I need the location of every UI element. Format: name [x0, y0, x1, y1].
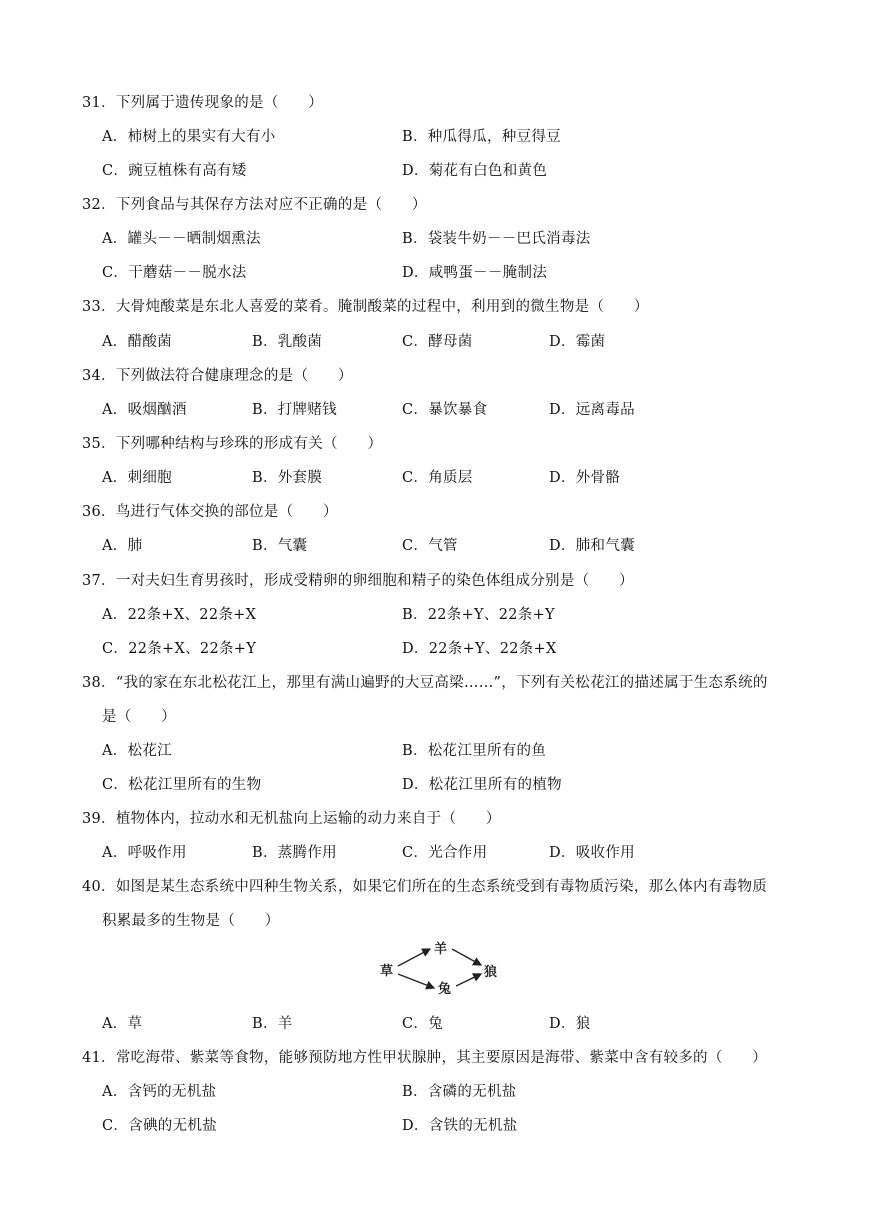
rabbit-label: 兔 — [438, 982, 452, 997]
q34-option-c: C．暴饮暴食 — [402, 402, 488, 418]
q39-option-c: C．光合作用 — [402, 845, 488, 861]
question-33-stem: 33．大骨炖酸菜是东北人喜爱的菜肴。腌制酸菜的过程中，利用到的微生物是（ ） — [82, 299, 649, 315]
q31-option-b: B．种瓜得瓜，种豆得豆 — [402, 129, 561, 145]
q38-option-b: B．松花江里所有的鱼 — [402, 743, 547, 759]
q41-option-b: B．含磷的无机盐 — [402, 1084, 517, 1100]
q35-option-a: A．刺细胞 — [102, 470, 172, 486]
arrow-grass-to-rabbit — [398, 974, 434, 988]
question-39-stem: 39．植物体内，拉动水和无机盐向上运输的动力来自于（ ） — [82, 811, 501, 827]
q41-option-d: D．含铁的无机盐 — [402, 1118, 518, 1134]
q36-option-b: B．气囊 — [252, 538, 308, 554]
q37-option-c: C．22条+X、22条+Y — [102, 641, 257, 657]
q32-option-a: A．罐头－－晒制烟熏法 — [102, 231, 261, 247]
grass-label: 草 — [380, 964, 394, 979]
q40-option-a: A．草 — [102, 1016, 143, 1032]
q40-option-b: B．羊 — [252, 1016, 293, 1032]
q39-option-d: D．吸收作用 — [549, 845, 635, 861]
q34-option-a: A．吸烟酗酒 — [102, 402, 187, 418]
q36-option-c: C．气管 — [402, 538, 458, 554]
q33-option-d: D．霉菌 — [549, 334, 606, 350]
q40-option-d: D．狼 — [549, 1016, 591, 1032]
q31-option-c: C．豌豆植株有高有矮 — [102, 163, 247, 179]
q35-option-b: B．外套膜 — [252, 470, 323, 486]
q38-option-c: C．松花江里所有的生物 — [102, 777, 262, 793]
question-32-stem: 32．下列食品与其保存方法对应不正确的是（ ） — [82, 197, 427, 213]
q33-option-a: A．醋酸菌 — [102, 334, 172, 350]
q34-option-b: B．打牌赌钱 — [252, 402, 337, 418]
sheep-label: 羊 — [434, 942, 448, 957]
q41-option-a: A．含钙的无机盐 — [102, 1084, 217, 1100]
arrow-grass-to-sheep — [398, 949, 430, 966]
q31-option-d: D．菊花有白色和黄色 — [402, 163, 548, 179]
q40-option-c: C．兔 — [402, 1016, 443, 1032]
q34-option-d: D．远离毒品 — [549, 402, 635, 418]
q33-option-c: C．酵母菌 — [402, 334, 473, 350]
q35-option-c: C．角质层 — [402, 470, 473, 486]
arrow-sheep-to-wolf — [452, 949, 481, 965]
q36-option-d: D．肺和气囊 — [549, 538, 635, 554]
food-web-diagram — [378, 936, 508, 998]
q32-option-b: B．袋装牛奶－－巴氏消毒法 — [402, 231, 591, 247]
question-41-stem: 41．常吃海带、紫菜等食物，能够预防地方性甲状腺肿，其主要原因是海带、紫菜中含有较多的（ ） — [82, 1050, 768, 1066]
question-36-stem: 36．鸟进行气体交换的部位是（ ） — [82, 504, 338, 520]
q37-option-a: A．22条+X、22条+X — [102, 607, 257, 623]
question-34-stem: 34．下列做法符合健康理念的是（ ） — [82, 368, 353, 384]
q35-option-d: D．外骨骼 — [549, 470, 621, 486]
q32-option-d: D．咸鸭蛋－－腌制法 — [402, 265, 548, 281]
q39-option-a: A．呼吸作用 — [102, 845, 187, 861]
q32-option-c: C．干蘑菇－－脱水法 — [102, 265, 247, 281]
q37-option-b: B．22条+Y、22条+Y — [402, 607, 555, 623]
question-40-stem-continued: 积累最多的生物是（ ） — [102, 913, 280, 929]
q37-option-d: D．22条+Y、22条+X — [402, 641, 557, 657]
question-35-stem: 35．下列哪种结构与珍珠的形成有关（ ） — [82, 436, 383, 452]
wolf-label: 狼 — [484, 965, 498, 980]
q38-option-a: A．松花江 — [102, 743, 172, 759]
q38-option-d: D．松花江里所有的植物 — [402, 777, 562, 793]
question-40-stem: 40．如图是某生态系统中四种生物关系，如果它们所在的生态系统受到有毒物质污染，那么体内有毒物质 — [82, 879, 768, 895]
q41-option-c: C．含碘的无机盐 — [102, 1118, 217, 1134]
q33-option-b: B．乳酸菌 — [252, 334, 323, 350]
question-37-stem: 37．一对夫妇生育男孩时，形成受精卵的卵细胞和精子的染色体组成分别是（ ） — [82, 573, 634, 589]
question-38-stem: 38．“我的家在东北松花江上，那里有满山遍野的大豆高梁……”，下列有关松花江的描述属于生态系统的 — [82, 675, 768, 691]
question-38-stem-continued: 是（ ） — [102, 709, 176, 725]
q39-option-b: B．蒸腾作用 — [252, 845, 337, 861]
arrow-rabbit-to-wolf — [456, 974, 481, 986]
q36-option-a: A．肺 — [102, 538, 143, 554]
question-31-stem: 31．下列属于遗传现象的是（ ） — [82, 95, 324, 111]
q31-option-a: A．柿树上的果实有大有小 — [102, 129, 276, 145]
